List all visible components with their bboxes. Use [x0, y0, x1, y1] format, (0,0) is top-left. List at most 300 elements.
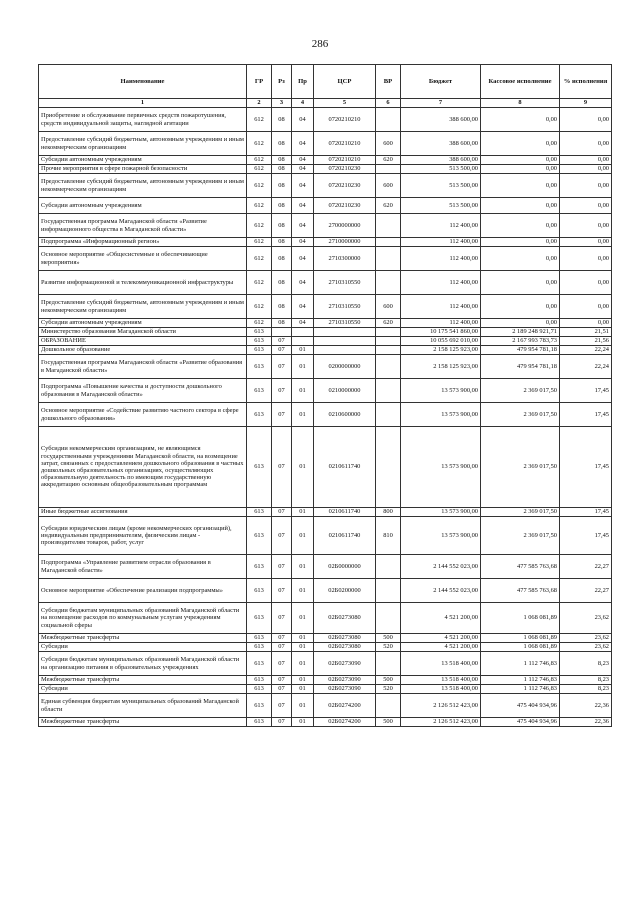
row-pr: 01: [292, 555, 314, 579]
row-name: Субсидии автономным учреждениям: [39, 319, 247, 328]
page-number: 286: [311, 38, 329, 50]
row-name: Предоставление субсидий бюджетным, автономным учреждениям и иным некоммерческим организациям: [39, 132, 247, 156]
row-rz: 08: [272, 108, 292, 132]
table-row: [39, 355, 612, 379]
row-pr: 01: [292, 718, 314, 727]
row-rz: 07: [272, 718, 292, 727]
row-percent: 0,00: [560, 174, 612, 198]
row-name: Прочие мероприятия в сфере пожарной безопасности: [39, 165, 247, 174]
row-csr: 2710310550: [314, 295, 376, 319]
row-gr: 613: [247, 694, 272, 718]
table-header-row: [39, 65, 612, 99]
table-row: [39, 247, 612, 271]
table-row: [39, 603, 612, 634]
row-budget: 13 518 400,00: [401, 685, 481, 694]
row-vr: 600: [376, 174, 401, 198]
row-execution: 0,00: [481, 108, 560, 132]
row-rz: 08: [272, 165, 292, 174]
row-budget: 513 500,00: [401, 198, 481, 214]
row-gr: 613: [247, 652, 272, 676]
table-row: [39, 517, 612, 555]
row-name: Предоставление субсидий бюджетным, автономным учреждениям и иным некоммерческим организациям: [39, 295, 247, 319]
row-csr: 02Б0000000: [314, 555, 376, 579]
row-budget: 388 600,00: [401, 132, 481, 156]
table-row: [39, 165, 612, 174]
row-execution: 0,00: [481, 238, 560, 247]
row-budget: 388 600,00: [401, 108, 481, 132]
row-vr: [376, 403, 401, 427]
row-percent: 22,27: [560, 555, 612, 579]
row-percent: 0,00: [560, 165, 612, 174]
row-rz: 08: [272, 132, 292, 156]
row-rz: 07: [272, 685, 292, 694]
row-csr: 0200000000: [314, 355, 376, 379]
row-name: Субсидии некоммерческим организациям, не являющимся государственными учреждениями Магаданской области, на возмещение затрат, связанных с предоставлением дошкольного образования в частных дошкольных образовательных организациях, осуществляющих образовательную деятельность по имеющим государственную аккредитацию основным общеобразовательным программам: [39, 427, 247, 508]
row-pr: 04: [292, 214, 314, 238]
row-percent: 0,00: [560, 156, 612, 165]
row-percent: 23,62: [560, 603, 612, 634]
table-row: [39, 634, 612, 643]
column-number: 5: [314, 99, 376, 108]
row-rz: 08: [272, 156, 292, 165]
row-name: Подпрограмма «Повышение качества и доступности дошкольного образования в Магаданской области»: [39, 379, 247, 403]
row-execution: 0,00: [481, 271, 560, 295]
row-vr: [376, 652, 401, 676]
row-gr: 613: [247, 685, 272, 694]
row-execution: 0,00: [481, 247, 560, 271]
table-row: [39, 108, 612, 132]
row-name: Иные бюджетные ассигнования: [39, 508, 247, 517]
row-gr: 613: [247, 517, 272, 555]
row-csr: 02Б0273090: [314, 652, 376, 676]
row-csr: [314, 346, 376, 355]
row-rz: 07: [272, 579, 292, 603]
row-execution: 0,00: [481, 156, 560, 165]
row-vr: [376, 427, 401, 508]
header-gr: ГР: [247, 65, 272, 99]
row-pr: 01: [292, 379, 314, 403]
row-pr: 04: [292, 238, 314, 247]
row-name: Подпрограмма «Информационный регион»: [39, 238, 247, 247]
row-csr: 2710300000: [314, 247, 376, 271]
row-budget: 513 500,00: [401, 165, 481, 174]
row-csr: 02Б0274200: [314, 694, 376, 718]
row-budget: 4 521 200,00: [401, 643, 481, 652]
row-rz: 07: [272, 355, 292, 379]
column-number: 4: [292, 99, 314, 108]
row-vr: 620: [376, 156, 401, 165]
row-rz: 07: [272, 346, 292, 355]
row-rz: 07: [272, 694, 292, 718]
row-percent: 0,00: [560, 319, 612, 328]
row-rz: 07: [272, 603, 292, 634]
row-rz: 08: [272, 198, 292, 214]
row-gr: 613: [247, 676, 272, 685]
row-csr: 0720210230: [314, 174, 376, 198]
row-gr: 613: [247, 379, 272, 403]
row-pr: 01: [292, 403, 314, 427]
row-percent: 8,23: [560, 652, 612, 676]
row-vr: [376, 108, 401, 132]
row-gr: 612: [247, 319, 272, 328]
row-csr: 0210000000: [314, 379, 376, 403]
row-csr: 2710310550: [314, 271, 376, 295]
row-budget: 10 175 541 860,00: [401, 328, 481, 337]
row-budget: 388 600,00: [401, 156, 481, 165]
row-execution: 0,00: [481, 295, 560, 319]
row-percent: 23,62: [560, 634, 612, 643]
column-number: 9: [560, 99, 612, 108]
table-row: [39, 427, 612, 508]
row-vr: [376, 238, 401, 247]
row-budget: 112 400,00: [401, 247, 481, 271]
row-percent: 22,24: [560, 355, 612, 379]
header-budget: Бюджет: [401, 65, 481, 99]
row-budget: 13 518 400,00: [401, 676, 481, 685]
row-execution: 1 068 081,89: [481, 603, 560, 634]
table-row: [39, 379, 612, 403]
row-pr: 04: [292, 198, 314, 214]
table-row: [39, 579, 612, 603]
row-execution: 1 112 746,83: [481, 685, 560, 694]
row-execution: 1 068 081,89: [481, 634, 560, 643]
row-csr: 0720210210: [314, 132, 376, 156]
row-csr: 0210611740: [314, 517, 376, 555]
row-pr: 04: [292, 271, 314, 295]
row-vr: 520: [376, 643, 401, 652]
row-gr: 612: [247, 238, 272, 247]
row-name: Субсидии: [39, 685, 247, 694]
row-rz: 07: [272, 337, 292, 346]
row-name: Субсидии автономным учреждениям: [39, 156, 247, 165]
row-name: Субсидии: [39, 643, 247, 652]
row-execution: 2 369 017,50: [481, 403, 560, 427]
row-percent: 22,36: [560, 694, 612, 718]
row-pr: 01: [292, 517, 314, 555]
row-gr: 613: [247, 634, 272, 643]
row-gr: 613: [247, 355, 272, 379]
row-pr: 04: [292, 165, 314, 174]
row-budget: 13 573 900,00: [401, 379, 481, 403]
column-number: 2: [247, 99, 272, 108]
column-number: 1: [39, 99, 247, 108]
row-pr: 01: [292, 603, 314, 634]
row-vr: 800: [376, 508, 401, 517]
row-vr: 810: [376, 517, 401, 555]
row-name: Субсидии бюджетам муниципальных образований Магаданской области на возмещение расходов по коммунальным услугам учреждениям социальной сферы: [39, 603, 247, 634]
row-vr: [376, 337, 401, 346]
row-name: Межбюджетные трансферты: [39, 634, 247, 643]
row-budget: 2 126 512 423,00: [401, 718, 481, 727]
row-name: Государственная программа Магаданской области «Развитие информационного общества в Магаданской области»: [39, 214, 247, 238]
row-percent: 0,00: [560, 198, 612, 214]
row-pr: 04: [292, 174, 314, 198]
header-csr: ЦСР: [314, 65, 376, 99]
row-execution: 475 404 934,96: [481, 694, 560, 718]
row-percent: 22,24: [560, 346, 612, 355]
row-pr: 04: [292, 295, 314, 319]
row-vr: 520: [376, 685, 401, 694]
row-rz: 07: [272, 555, 292, 579]
row-name: Субсидии автономным учреждениям: [39, 198, 247, 214]
row-csr: 0720210210: [314, 108, 376, 132]
row-execution: 2 189 248 921,71: [481, 328, 560, 337]
row-percent: 22,36: [560, 718, 612, 727]
row-execution: 2 369 017,50: [481, 517, 560, 555]
row-rz: 08: [272, 238, 292, 247]
table-row: [39, 337, 612, 346]
row-vr: [376, 555, 401, 579]
row-execution: 479 954 781,18: [481, 355, 560, 379]
row-vr: 620: [376, 198, 401, 214]
row-percent: 0,00: [560, 295, 612, 319]
row-budget: 112 400,00: [401, 319, 481, 328]
row-gr: 612: [247, 132, 272, 156]
row-pr: 01: [292, 355, 314, 379]
row-pr: 04: [292, 132, 314, 156]
row-name: ОБРАЗОВАНИЕ: [39, 337, 247, 346]
table-row: [39, 214, 612, 238]
row-execution: 2 167 993 783,73: [481, 337, 560, 346]
table-row: [39, 132, 612, 156]
row-csr: 02Б0273080: [314, 603, 376, 634]
row-pr: 04: [292, 108, 314, 132]
header-rz: Рз: [272, 65, 292, 99]
row-vr: 600: [376, 132, 401, 156]
row-execution: 1 112 746,83: [481, 676, 560, 685]
table-row: [39, 403, 612, 427]
row-pr: 01: [292, 643, 314, 652]
table-row: [39, 694, 612, 718]
row-pr: 04: [292, 319, 314, 328]
row-csr: 02Б0273090: [314, 676, 376, 685]
row-vr: [376, 346, 401, 355]
table-row: [39, 685, 612, 694]
row-percent: 23,62: [560, 643, 612, 652]
row-csr: [314, 328, 376, 337]
row-vr: [376, 247, 401, 271]
header-pr: Пр: [292, 65, 314, 99]
row-budget: 513 500,00: [401, 174, 481, 198]
row-percent: 0,00: [560, 247, 612, 271]
row-execution: 0,00: [481, 198, 560, 214]
row-execution: 2 369 017,50: [481, 379, 560, 403]
row-pr: 01: [292, 634, 314, 643]
row-vr: 500: [376, 718, 401, 727]
row-percent: 17,45: [560, 508, 612, 517]
row-gr: 612: [247, 247, 272, 271]
row-gr: 613: [247, 427, 272, 508]
row-csr: 02Б0274200: [314, 718, 376, 727]
row-execution: 2 369 017,50: [481, 508, 560, 517]
row-rz: 08: [272, 295, 292, 319]
budget-table: [38, 64, 612, 727]
row-gr: 613: [247, 579, 272, 603]
row-csr: 02Б0273080: [314, 634, 376, 643]
row-pr: 04: [292, 247, 314, 271]
row-rz: 08: [272, 319, 292, 328]
row-gr: 613: [247, 643, 272, 652]
row-gr: 612: [247, 198, 272, 214]
row-budget: 13 573 900,00: [401, 403, 481, 427]
row-gr: 612: [247, 108, 272, 132]
table-row: [39, 508, 612, 517]
row-rz: 07: [272, 634, 292, 643]
row-pr: [292, 328, 314, 337]
row-pr: 01: [292, 579, 314, 603]
row-budget: 13 573 900,00: [401, 508, 481, 517]
row-pr: 01: [292, 346, 314, 355]
row-csr: [314, 337, 376, 346]
row-rz: 07: [272, 427, 292, 508]
row-pr: 01: [292, 685, 314, 694]
row-percent: 17,45: [560, 403, 612, 427]
row-rz: 07: [272, 676, 292, 685]
row-gr: 612: [247, 214, 272, 238]
row-gr: 612: [247, 156, 272, 165]
row-percent: 0,00: [560, 271, 612, 295]
row-name: Единая субвенция бюджетам муниципальных образований Магаданской области: [39, 694, 247, 718]
row-percent: 8,23: [560, 685, 612, 694]
row-csr: 02Б0273090: [314, 685, 376, 694]
row-rz: [272, 328, 292, 337]
row-budget: 13 573 900,00: [401, 427, 481, 508]
row-name: Межбюджетные трансферты: [39, 718, 247, 727]
header-execution: Кассовое исполнение: [481, 65, 560, 99]
table-row: [39, 319, 612, 328]
row-name: Дошкольное образование: [39, 346, 247, 355]
row-percent: 0,00: [560, 214, 612, 238]
row-gr: 612: [247, 174, 272, 198]
table-row: [39, 174, 612, 198]
column-number: 6: [376, 99, 401, 108]
row-name: Субсидии бюджетам муниципальных образований Магаданской области на организацию питания в образовательных учреждениях: [39, 652, 247, 676]
row-budget: 2 144 552 023,00: [401, 555, 481, 579]
row-rz: 07: [272, 517, 292, 555]
table-row: [39, 555, 612, 579]
row-rz: 08: [272, 247, 292, 271]
row-budget: 4 521 200,00: [401, 634, 481, 643]
row-csr: 0720210230: [314, 198, 376, 214]
row-name: Министерство образования Магаданской области: [39, 328, 247, 337]
row-rz: 08: [272, 214, 292, 238]
row-vr: [376, 379, 401, 403]
row-vr: [376, 165, 401, 174]
row-execution: 0,00: [481, 132, 560, 156]
row-pr: 01: [292, 676, 314, 685]
row-budget: 2 158 125 923,00: [401, 355, 481, 379]
row-execution: 1 068 081,89: [481, 643, 560, 652]
row-rz: 07: [272, 643, 292, 652]
table-row: [39, 295, 612, 319]
row-vr: 620: [376, 319, 401, 328]
row-gr: 613: [247, 328, 272, 337]
row-budget: 112 400,00: [401, 271, 481, 295]
row-rz: 08: [272, 174, 292, 198]
row-vr: 500: [376, 634, 401, 643]
row-gr: 613: [247, 508, 272, 517]
row-pr: [292, 337, 314, 346]
row-csr: 0210611740: [314, 427, 376, 508]
row-gr: 613: [247, 403, 272, 427]
row-percent: 21,51: [560, 328, 612, 337]
row-budget: 13 518 400,00: [401, 652, 481, 676]
row-vr: [376, 355, 401, 379]
table-row: [39, 643, 612, 652]
row-budget: 2 126 512 423,00: [401, 694, 481, 718]
row-execution: 0,00: [481, 165, 560, 174]
table-body: [39, 108, 612, 727]
row-csr: 02Б0273080: [314, 643, 376, 652]
row-name: Основное мероприятие «Общесистемные и обеспечивающие мероприятия»: [39, 247, 247, 271]
row-execution: 475 404 934,96: [481, 718, 560, 727]
row-csr: 2700000000: [314, 214, 376, 238]
table-row: [39, 676, 612, 685]
row-budget: 10 055 692 010,00: [401, 337, 481, 346]
row-name: Основное мероприятие «Обеспечение реализации подпрограммы»: [39, 579, 247, 603]
header-percent: % исполнения: [560, 65, 612, 99]
row-vr: [376, 694, 401, 718]
row-rz: 07: [272, 379, 292, 403]
table-row: [39, 198, 612, 214]
row-name: Подпрограмма «Управление развитием отрасли образования в Магаданской области»: [39, 555, 247, 579]
row-gr: 613: [247, 718, 272, 727]
row-pr: 01: [292, 652, 314, 676]
row-execution: 479 954 781,18: [481, 346, 560, 355]
column-number: 8: [481, 99, 560, 108]
row-csr: 0720210210: [314, 156, 376, 165]
row-rz: 08: [272, 271, 292, 295]
row-percent: 8,23: [560, 676, 612, 685]
row-pr: 04: [292, 156, 314, 165]
row-execution: 2 369 017,50: [481, 427, 560, 508]
row-name: Государственная программа Магаданской области «Развитие образования в Магаданской области»: [39, 355, 247, 379]
row-pr: 01: [292, 694, 314, 718]
row-budget: 13 573 900,00: [401, 517, 481, 555]
row-pr: 01: [292, 427, 314, 508]
row-vr: [376, 579, 401, 603]
row-pr: 01: [292, 508, 314, 517]
table-row: [39, 156, 612, 165]
row-execution: 0,00: [481, 174, 560, 198]
row-vr: 600: [376, 295, 401, 319]
row-budget: 2 158 125 923,00: [401, 346, 481, 355]
row-name: Приобретение и обслуживание первичных средств пожаротушения, средств индивидуальной защиты, наглядной агитации: [39, 108, 247, 132]
header-vr: ВР: [376, 65, 401, 99]
row-vr: [376, 328, 401, 337]
row-budget: 4 521 200,00: [401, 603, 481, 634]
row-rz: 07: [272, 508, 292, 517]
row-vr: [376, 214, 401, 238]
row-budget: 2 144 552 023,00: [401, 579, 481, 603]
row-percent: 0,00: [560, 108, 612, 132]
row-name: Предоставление субсидий бюджетным, автономным учреждениям и иным некоммерческим организациям: [39, 174, 247, 198]
table-row: [39, 238, 612, 247]
row-name: Субсидии юридическим лицам (кроме некоммерческих организаций), индивидуальным предпринимателям, физическим лицам - производителям товаров, работ, услуг: [39, 517, 247, 555]
row-name: Развитие информационной и телекоммуникационной инфраструктуры: [39, 271, 247, 295]
header-name: Наименование: [39, 65, 247, 99]
row-vr: [376, 271, 401, 295]
row-vr: [376, 603, 401, 634]
row-rz: 07: [272, 403, 292, 427]
row-execution: 0,00: [481, 319, 560, 328]
row-execution: 477 585 763,68: [481, 579, 560, 603]
row-csr: 0210611740: [314, 508, 376, 517]
table-row: [39, 718, 612, 727]
row-gr: 613: [247, 346, 272, 355]
table-row: [39, 271, 612, 295]
column-number: 7: [401, 99, 481, 108]
